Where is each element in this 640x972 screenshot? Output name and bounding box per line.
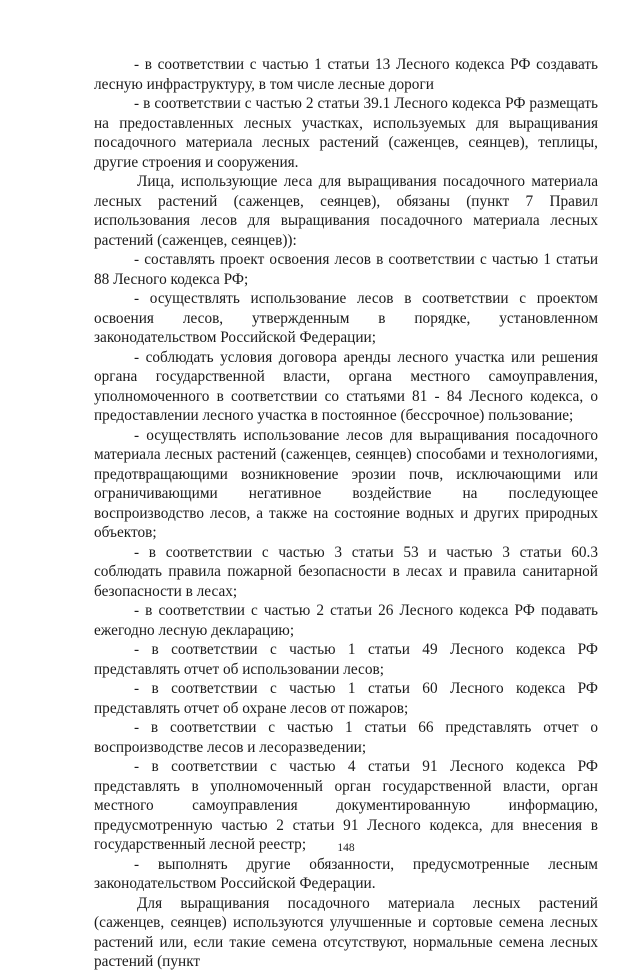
paragraph-development-project: - составлять проект освоения лесов в соответствии с частью 1 статьи 88 Лесного кодекса РФ; (94, 251, 598, 288)
paragraph-greenhouses: - в соответствии с частью 2 статьи 39.1 Лесного кодекса РФ размещать на предоставленных лесных участках, используемых для выращивания посадочного материала лесных растений (саженцев, сеянцев), теплицы, другие строения и сооружения. (94, 95, 598, 171)
paragraph-seeds: Для выращивания посадочного материала лесных растений (саженцев, сеянцев) используются улучшенные и сортовые семена лесных растений или, если такие семена отсутствуют, нормальные семена лесных растений (пункт (94, 894, 598, 970)
body-text (94, 55, 598, 972)
paragraph-registry-info: - в соответствии с частью 4 статьи 91 Лесного кодекса РФ представлять в уполномоченный орган государственной власти, орган местного самоуправления документированную информацию, предусмотренную частью 2 статьи 91 Лесного кодекса, для внесения в государственный лесной реестр; (94, 758, 598, 853)
paragraph-usage-report: - в соответствии с частью 1 статьи 49 Лесного кодекса РФ представлять отчет об использовании лесов; (94, 641, 598, 678)
paragraph-erosion-prevention: - осуществлять использование лесов для выращивания посадочного материала лесных растений (саженцев, сеянцев) способами и технологиями, предотвращающими возникновение эрозии почв, исключающими или ограничивающими негативное воздействие на последующее воспроизводство лесов, а также на состояние водных и других природных объектов; (94, 426, 598, 541)
paragraph-fire-safety: - в соответствии с частью 3 статьи 53 и частью 3 статьи 60.3 соблюдать правила пожарной безопасности в лесах и правила санитарной безопасности в лесах; (94, 543, 598, 600)
paragraph-lease-conditions: - соблюдать условия договора аренды лесного участка или решения органа государственной власти, органа местного самоуправления, уполномоченного в соответствии со статьями 81 - 84 Лесного кодекса, о предоставлении лесного участка в постоянное (бессрочное) пользование; (94, 348, 598, 424)
paragraph-forest-declaration: - в соответствии с частью 2 статьи 26 Лесного кодекса РФ подавать ежегодно лесную декларацию; (94, 602, 598, 639)
page-number: 148 (337, 842, 355, 854)
paragraph-fire-report: - в соответствии с частью 1 статьи 60 Лесного кодекса РФ представлять отчет об охране лесов от пожаров; (94, 680, 598, 717)
paragraph-infrastructure: - в соответствии с частью 1 статьи 13 Лесного кодекса РФ создавать лесную инфраструктуру, в том числе лесные дороги (94, 56, 598, 93)
paragraph-use-per-project: - осуществлять использование лесов в соответствии с проектом освоения лесов, утвержденным в порядке, установленном законодательством Российской Федерации; (94, 290, 598, 346)
paragraph-obligations-intro: Лица, использующие леса для выращивания посадочного материала лесных растений (саженцев, сеянцев), обязаны (пункт 7 Правил использования лесов для выращивания посадочного материала лесных растений (саженцев, сеянцев)): (94, 173, 598, 249)
paragraph-other-duties: - выполнять другие обязанности, предусмотренные лесным законодательством Российской Федерации. (94, 855, 598, 892)
paragraph-reproduction-report: - в соответствии с частью 1 статьи 66 представлять отчет о воспроизводстве лесов и лесоразведении; (94, 719, 598, 756)
